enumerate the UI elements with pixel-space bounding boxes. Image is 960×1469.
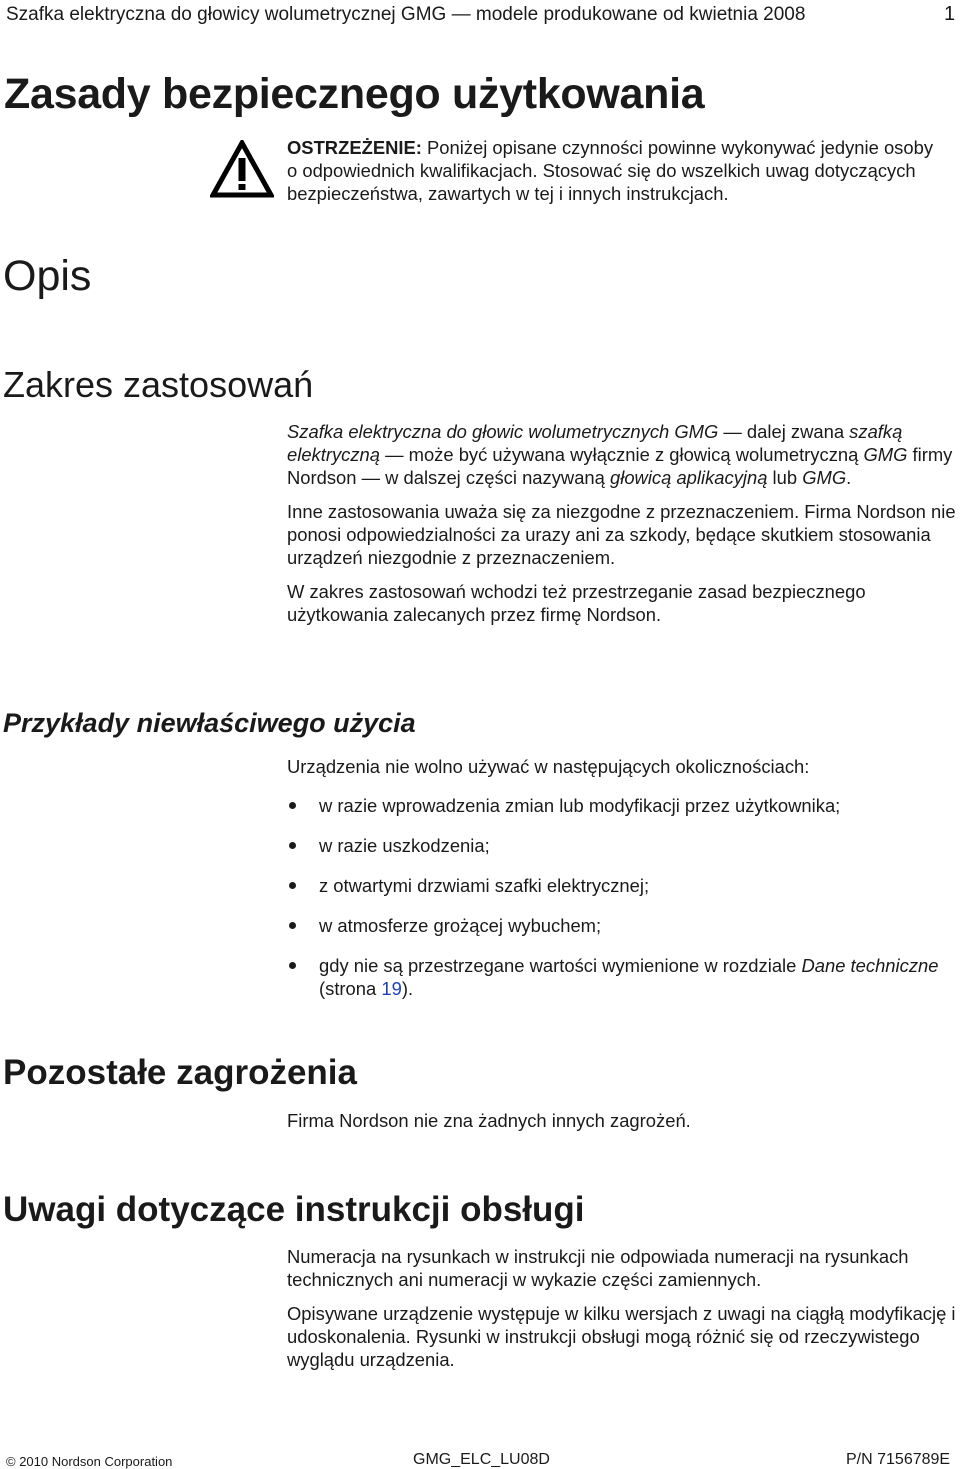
zakres-paragraph-1: Szafka elektryczna do głowic wolumetrycznych GMG — dalej zwana szafką elektryczną — może być używana wyłącznie z głowicą wolumetryczną GMG firmy Nordson — w dalszej części nazywaną głowicą aplikacyjną lub GMG. <box>287 421 953 488</box>
przyklady-intro: Urządzenia nie wolno używać w następujących okolicznościach: <box>287 756 810 777</box>
running-header-title: Szafka elektryczna do głowicy wolumetrycznej GMG — modele produkowane od kwietnia 2008 <box>6 4 806 25</box>
warning-text: Poniżej opisane czynności powinne wykonywać jedynie osoby o odpowiednich kwalifikacjach. Stosować się do wszelkich uwag dotyczących bezpieczeństwa, zawartych w tej i innych instrukcjach. <box>287 137 934 204</box>
zakres-body <box>287 420 959 626</box>
uwagi-paragraph-1: Numeracja na rysunkach w instrukcji nie odpowiada numeracji na rysunkach technicznych ani numeracji w wykazie części zamiennych. <box>287 1246 909 1290</box>
footer-doc-code: GMG_ELC_LU08D <box>413 1451 550 1468</box>
main-heading: Zasady bezpiecznego użytkowania <box>4 70 705 118</box>
uwagi-paragraph-2: Opisywane urządzenie występuje w kilku wersjach z uwagi na ciągłą modyfikację i udoskonalenia. Rysunki w instrukcji obsługi mogą różnić się od rzeczywistego wyglądu urządzenia. <box>287 1303 956 1370</box>
list-item: gdy nie są przestrzegane wartości wymienione w rozdziale Dane techniczne (strona 19). <box>287 954 959 1000</box>
warning-block <box>287 136 947 205</box>
list-item: w razie uszkodzenia; <box>287 834 959 857</box>
footer-part-number: P/N 7156789E <box>846 1451 951 1468</box>
subsection-heading-przyklady: Przykłady niewłaściwego użycia <box>3 708 416 738</box>
subsection-heading-uwagi: Uwagi dotyczące instrukcji obsługi <box>3 1190 585 1229</box>
page-number: 1 <box>944 3 956 25</box>
warning-label: OSTRZEŻENIE: <box>287 137 422 158</box>
list-item: w atmosferze grożącej wybuchem; <box>287 914 959 937</box>
subsection-heading-zakres: Zakres zastosowań <box>3 364 314 405</box>
uwagi-body <box>287 1245 959 1371</box>
page-link[interactable]: 19 <box>381 978 402 999</box>
pozostale-text: Firma Nordson nie zna żadnych innych zagrożeń. <box>287 1110 691 1131</box>
przyklady-body <box>287 755 959 1000</box>
list-item: w razie wprowadzenia zmian lub modyfikacji przez użytkownika; <box>287 794 959 817</box>
misuse-list <box>287 794 959 1000</box>
warning-triangle-icon <box>210 140 274 203</box>
list-item: z otwartymi drzwiami szafki elektrycznej; <box>287 874 959 897</box>
subsection-heading-pozostale: Pozostałe zagrożenia <box>3 1053 357 1092</box>
zakres-paragraph-2: Inne zastosowania uważa się za niezgodne z przeznaczeniem. Firma Nordson nie ponosi odpowiedzialności za urazy ani za szkody, będące skutkiem stosowania urządzeń niezgodnie z przeznaczeniem. <box>287 501 956 568</box>
zakres-paragraph-3: W zakres zastosowań wchodzi też przestrzeganie zasad bezpiecznego użytkowania zalecanych przez firmę Nordson. <box>287 581 866 625</box>
section-heading-opis: Opis <box>3 252 92 300</box>
footer-copyright: © 2010 Nordson Corporation <box>6 1454 173 1469</box>
